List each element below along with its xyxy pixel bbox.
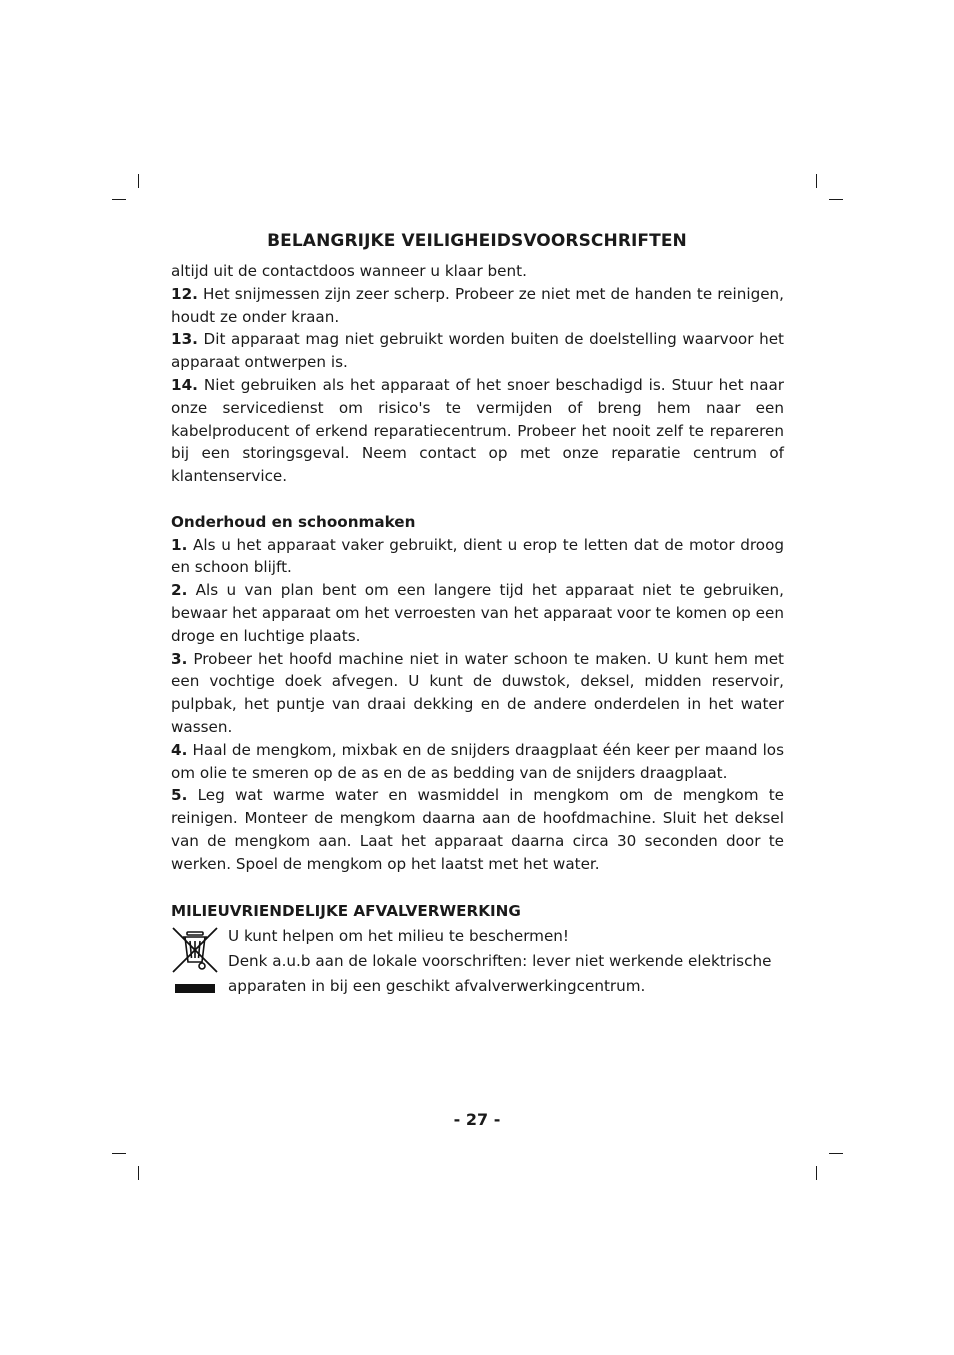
disposal-line: Denk a.u.b aan de lokale voorschriften: lever niet werkende elektrische apparaten in bij een geschikt afvalverwerkingcentrum. [228, 952, 772, 995]
item-text: Haal de mengkom, mixbak en de snijders draagplaat één keer per maand los om olie te smeren op de as en de as bedding van de snijders draagplaat. [171, 740, 785, 782]
crop-mark [829, 199, 843, 200]
item-number: 13. [171, 330, 198, 349]
crossed-out-wheelie-bin-icon [171, 926, 219, 974]
crop-mark [138, 1166, 139, 1180]
crop-mark [112, 1153, 126, 1154]
crop-mark [829, 1153, 843, 1154]
paragraph-continuation: altijd uit de contactdoos wanneer u klaar bent. [171, 262, 527, 280]
section-heading-disposal: MILIEUVRIENDELIJKE AFVALVERWERKING [171, 902, 521, 920]
item-number: 2. [171, 581, 188, 600]
item-number: 4. [171, 740, 188, 759]
maintenance-item [171, 579, 784, 647]
item-number: 3. [171, 649, 188, 668]
item-number: 14. [171, 375, 198, 394]
crop-mark [138, 174, 139, 188]
separate-collection-bar [175, 984, 215, 993]
item-text: Als u het apparaat vaker gebruikt, dient u erop te letten dat de motor droog en schoon blijft. [171, 535, 785, 577]
safety-item [171, 328, 784, 374]
document-body [171, 260, 784, 876]
disposal-text [228, 924, 784, 999]
item-number: 1. [171, 535, 188, 554]
page-number: - 27 - [453, 1110, 501, 1129]
item-text: Dit apparaat mag niet gebruikt worden buiten de doelstelling waarvoor het apparaat ontwerpen is. [171, 330, 784, 372]
safety-item [171, 374, 784, 488]
maintenance-item [171, 784, 784, 875]
safety-item [171, 283, 784, 329]
crop-mark [816, 1166, 817, 1180]
item-text: Als u van plan bent om een langere tijd het apparaat niet te gebruiken, bewaar het apparaat om het verroesten van het apparaat voor te komen op een droge en luchtige plaats. [171, 581, 784, 645]
item-number: 12. [171, 284, 198, 303]
maintenance-item [171, 534, 784, 580]
crop-mark [112, 199, 126, 200]
disposal-line: U kunt helpen om het milieu te beschermen! [228, 927, 570, 945]
maintenance-item [171, 739, 784, 785]
item-text: Niet gebruiken als het apparaat of het snoer beschadigd is. Stuur het naar onze servicedienst om risico's te vermijden of breng hem naar een kabelproducent of erkend reparatiecentrum. Probeer het nooit zelf te repareren bij een storingsgeval. Neem contact op met onze reparatie centrum of klantenservice. [171, 375, 784, 486]
maintenance-item [171, 648, 784, 739]
item-text: Leg wat warme water en wasmiddel in mengkom om de mengkom te reinigen. Monteer de mengkom daarna aan de hoofdmachine. Sluit het deksel van de mengkom aan. Laat het apparaat daarna circa 30 seconden door te werken. Spoel de mengkom op het laatst met het water. [171, 786, 784, 873]
item-text: Het snijmessen zijn zeer scherp. Probeer ze niet met de handen te reinigen, houdt ze onder kraan. [171, 284, 785, 326]
item-number: 5. [171, 786, 188, 805]
crop-mark [816, 174, 817, 188]
item-text: Probeer het hoofd machine niet in water schoon te maken. U kunt hem met een vochtige doek afvegen. U kunt de duwstok, deksel, midden reservoir, pulpbak, het puntje van draai dekking en de andere onderdelen in het water wassen. [171, 649, 784, 736]
section-heading-maintenance: Onderhoud en schoonmaken [171, 512, 416, 531]
page-title: BELANGRIJKE VEILIGHEIDSVOORSCHRIFTEN [267, 231, 687, 251]
